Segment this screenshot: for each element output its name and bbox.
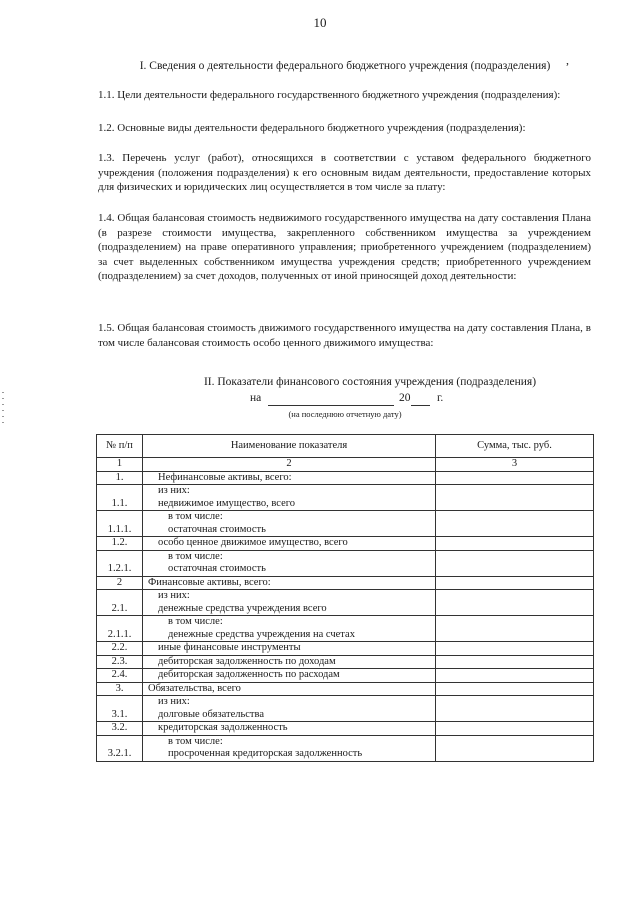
header-amount: Сумма, тыс. руб.	[436, 435, 594, 458]
date-blank-line	[268, 405, 394, 406]
indicator-line-1: в том числе:	[168, 616, 223, 627]
row-amount	[436, 537, 594, 551]
row-number: 2.3.	[97, 655, 143, 669]
indicator-line-1: особо ценное движимое имущество, всего	[158, 537, 348, 548]
indicator-line-1: в том числе:	[168, 550, 223, 562]
indicator-line-1: Финансовые активы, всего:	[148, 576, 271, 588]
row-indicator-name	[143, 616, 436, 642]
row-number: 2	[97, 576, 143, 590]
indicator-line-2: недвижимое имущество, всего	[158, 497, 296, 509]
row-amount	[436, 471, 594, 485]
date-prefix: на	[250, 392, 262, 404]
indicator-line-2: денежные средства учреждения всего	[158, 602, 327, 614]
paragraph-1-4: 1.4. Общая балансовая стоимость недвижимого государственного имущества на дату составления Плана (в разрезе стоимости имущества, закрепленного собственником имущества за учреждением (подразделением) на праве оперативного управления; приобретенного учреждением (подразделением) за счет выделенных собственником имущества учреждения средств; приобретенного учреждением (подразделением) за счет доходов, полученных от иной приносящей доход деятельности:	[98, 212, 591, 282]
row-indicator-name	[143, 537, 436, 551]
row-amount	[436, 550, 594, 576]
index-2: 2	[143, 458, 436, 472]
row-amount	[436, 655, 594, 669]
row-amount	[436, 682, 594, 696]
header-name: Наименование показателя	[143, 435, 436, 458]
row-number: 1.1.	[97, 485, 143, 511]
page-number: 10	[313, 15, 327, 30]
indicator-line-2: просроченная кредиторская задолженность	[168, 748, 363, 759]
row-number: 3.1.	[97, 696, 143, 722]
row-amount	[436, 511, 594, 537]
row-indicator-name	[143, 471, 436, 485]
table-row	[97, 471, 594, 485]
table-row	[97, 576, 594, 590]
row-number: 2.1.	[97, 590, 143, 616]
indicator-line-1: Обязательства, всего	[148, 682, 241, 694]
table-row	[97, 696, 594, 722]
row-indicator-name	[143, 590, 436, 616]
table-row	[97, 655, 594, 669]
row-number: 1.2.1.	[97, 550, 143, 576]
date-note: (на последнюю отчетную дату)	[288, 409, 402, 419]
table-row	[97, 642, 594, 656]
row-indicator-name	[143, 655, 436, 669]
row-indicator-name	[143, 576, 436, 590]
binding-marks	[2, 392, 6, 442]
paragraph-1-5: 1.5. Общая балансовая стоимость движимого государственного имущества на дату составления Плана, в том числе балансовая стоимость особо ценного движимого имущества:	[98, 322, 591, 349]
row-amount	[436, 485, 594, 511]
row-indicator-name	[143, 682, 436, 696]
row-amount	[436, 590, 594, 616]
paragraph-1-2: 1.2. Основные виды деятельности федерального бюджетного учреждения (подразделения):	[98, 122, 526, 134]
index-3: 3	[436, 458, 594, 472]
indicator-line-1: в том числе:	[168, 735, 223, 747]
indicator-line-1: из них:	[158, 485, 190, 496]
row-indicator-name	[143, 735, 436, 761]
row-amount	[436, 576, 594, 590]
row-number: 2.2.	[97, 642, 143, 656]
indicator-line-2: остаточная стоимость	[168, 563, 266, 574]
row-number: 3.	[97, 682, 143, 696]
row-amount	[436, 696, 594, 722]
row-indicator-name	[143, 485, 436, 511]
row-number: 1.	[97, 471, 143, 485]
indicator-line-1: Нефинансовые активы, всего:	[158, 471, 292, 483]
table-row	[97, 722, 594, 736]
date-year: 20	[399, 392, 411, 404]
row-amount	[436, 642, 594, 656]
table-row	[97, 669, 594, 683]
row-indicator-name	[143, 696, 436, 722]
indicator-line-1: из них:	[158, 696, 190, 707]
table-row	[97, 550, 594, 576]
table-row	[97, 616, 594, 642]
row-number: 2.1.1.	[97, 616, 143, 642]
table-row	[97, 485, 594, 511]
indicator-line-2: остаточная стоимость	[168, 523, 266, 535]
paragraph-1-1: 1.1. Цели деятельности федерального государственного бюджетного учреждения (подразделения):	[98, 89, 561, 101]
row-indicator-name	[143, 642, 436, 656]
row-number: 1.2.	[97, 537, 143, 551]
row-amount	[436, 669, 594, 683]
section-2-title: II. Показатели финансового состояния учреждения (подразделения)	[203, 376, 537, 388]
row-number: 3.2.1.	[97, 735, 143, 761]
paragraph-1-3: 1.3. Перечень услуг (работ), относящихся в соответствии с уставом федерального бюджетного учреждения (положения подразделения) к его основным видам деятельности, предоставление которых для физических и юридических лиц осуществляется в том числе за плату:	[98, 152, 591, 193]
year-blank-line	[411, 405, 430, 406]
row-number: 2.4.	[97, 669, 143, 683]
section-1-title: I. Сведения о деятельности федерального бюджетного учреждения (подразделения)	[139, 60, 551, 72]
header-num: № п/п	[97, 435, 143, 458]
row-amount	[436, 616, 594, 642]
row-amount	[436, 722, 594, 736]
row-indicator-name	[143, 550, 436, 576]
index-1: 1	[97, 458, 143, 472]
financial-indicators-table	[96, 434, 594, 762]
row-indicator-name	[143, 511, 436, 537]
table-header-row	[97, 435, 594, 458]
table-row	[97, 682, 594, 696]
indicator-line-1: кредиторская задолженность	[158, 722, 288, 733]
table-row	[97, 590, 594, 616]
indicator-line-2: денежные средства учреждения на счетах	[168, 628, 355, 640]
indicator-line-1: из них:	[158, 590, 190, 601]
date-suffix: г.	[437, 392, 444, 404]
indicator-line-2: долговые обязательства	[158, 708, 264, 720]
indicator-line-1: дебиторская задолженность по расходам	[158, 669, 340, 680]
table-row	[97, 537, 594, 551]
indicator-line-1: в том числе:	[168, 511, 223, 522]
stray-mark: ,	[566, 53, 569, 67]
table-row	[97, 511, 594, 537]
row-indicator-name	[143, 722, 436, 736]
row-indicator-name	[143, 669, 436, 683]
row-number: 1.1.1.	[97, 511, 143, 537]
indicator-line-1: дебиторская задолженность по доходам	[158, 655, 336, 667]
row-amount	[436, 735, 594, 761]
row-number: 3.2.	[97, 722, 143, 736]
table-row	[97, 735, 594, 761]
table-index-row	[97, 458, 594, 472]
indicator-line-1: иные финансовые инструменты	[158, 642, 301, 653]
